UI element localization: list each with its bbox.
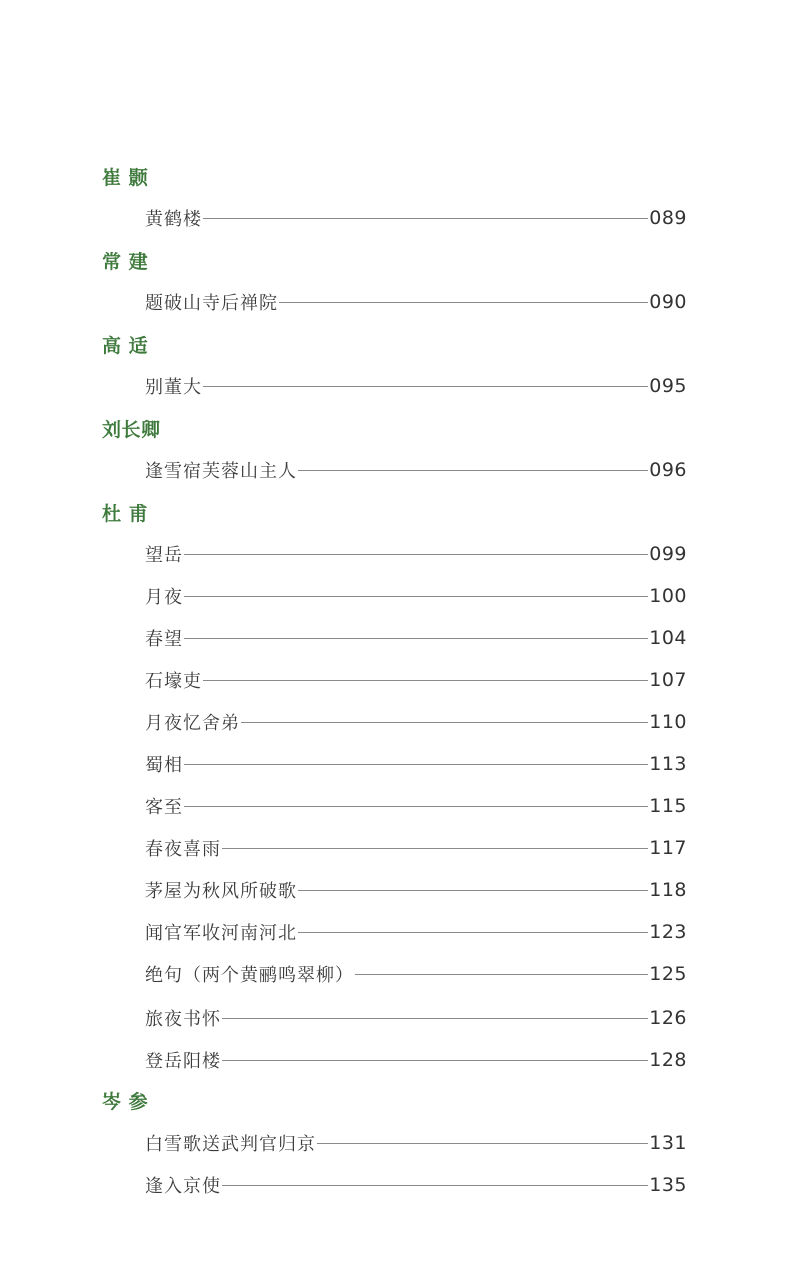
toc-entry[interactable] <box>145 205 687 231</box>
entry-title: 绝句（两个黄鹂鸣翠柳） <box>145 965 354 986</box>
dot-leader <box>184 806 648 807</box>
entry-title: 题破山寺后禅院 <box>145 293 278 314</box>
dot-leader <box>222 848 648 849</box>
entry-title: 蜀相 <box>145 755 183 776</box>
entry-title: 月夜忆舍弟 <box>145 713 240 734</box>
toc-entry[interactable] <box>145 541 687 567</box>
entry-title: 春夜喜雨 <box>145 839 221 860</box>
page-number: 128 <box>649 1049 687 1071</box>
page-number: 090 <box>649 291 687 313</box>
toc-entry[interactable] <box>145 793 687 819</box>
entry-title: 登岳阳楼 <box>145 1051 221 1072</box>
toc-entry[interactable] <box>145 373 687 399</box>
page-number: 100 <box>649 585 687 607</box>
author-heading: 刘长卿 <box>102 419 161 441</box>
author-heading: 杜 甫 <box>102 503 149 525</box>
dot-leader <box>317 1143 648 1144</box>
toc-entry[interactable] <box>145 625 687 651</box>
page-number: 126 <box>649 1007 687 1029</box>
dot-leader <box>355 974 648 975</box>
dot-leader <box>203 218 648 219</box>
dot-leader <box>222 1018 648 1019</box>
dot-leader <box>298 932 648 933</box>
page-number: 131 <box>649 1132 687 1154</box>
dot-leader <box>222 1060 648 1061</box>
dot-leader <box>241 722 648 723</box>
page-number: 115 <box>649 795 687 817</box>
dot-leader <box>203 386 648 387</box>
page-number: 123 <box>649 921 687 943</box>
page-number: 125 <box>649 963 687 985</box>
toc-entry[interactable] <box>145 919 687 945</box>
entry-title: 旅夜书怀 <box>145 1009 221 1030</box>
page-number: 089 <box>649 207 687 229</box>
entry-title: 闻官军收河南河北 <box>145 923 297 944</box>
toc-entry[interactable] <box>145 667 687 693</box>
page-number: 104 <box>649 627 687 649</box>
toc-entry[interactable] <box>145 1005 687 1031</box>
entry-title: 望岳 <box>145 545 183 566</box>
entry-title: 春望 <box>145 629 183 650</box>
page-number: 117 <box>649 837 687 859</box>
toc-entry[interactable] <box>145 961 687 987</box>
entry-title: 石壕吏 <box>145 671 202 692</box>
toc-entry[interactable] <box>145 835 687 861</box>
page-number: 118 <box>649 879 687 901</box>
author-heading: 崔 颢 <box>102 167 149 189</box>
author-heading: 常 建 <box>102 251 149 273</box>
dot-leader <box>184 764 648 765</box>
page-number: 096 <box>649 459 687 481</box>
toc-entry[interactable] <box>145 709 687 735</box>
dot-leader <box>298 470 648 471</box>
dot-leader <box>184 638 648 639</box>
toc-entry[interactable] <box>145 751 687 777</box>
dot-leader <box>222 1185 648 1186</box>
toc-entry[interactable] <box>145 289 687 315</box>
toc-entry[interactable] <box>145 457 687 483</box>
toc-entry[interactable] <box>145 583 687 609</box>
toc-entry[interactable] <box>145 1047 687 1073</box>
entry-title: 逢入京使 <box>145 1176 221 1197</box>
toc-entry[interactable] <box>145 1130 687 1156</box>
toc-entry[interactable] <box>145 1172 687 1198</box>
page-number: 135 <box>649 1174 687 1196</box>
page-number: 110 <box>649 711 687 733</box>
page-number: 113 <box>649 753 687 775</box>
entry-title: 逢雪宿芙蓉山主人 <box>145 461 297 482</box>
entry-title: 客至 <box>145 797 183 818</box>
dot-leader <box>298 890 648 891</box>
entry-title: 白雪歌送武判官归京 <box>145 1134 316 1155</box>
author-heading: 岑 参 <box>102 1091 149 1113</box>
page-number: 099 <box>649 543 687 565</box>
dot-leader <box>184 596 648 597</box>
page-number: 107 <box>649 669 687 691</box>
toc-entry[interactable] <box>145 877 687 903</box>
author-heading: 高 适 <box>102 335 149 357</box>
dot-leader <box>203 680 648 681</box>
entry-title: 黄鹤楼 <box>145 209 202 230</box>
entry-title: 别董大 <box>145 377 202 398</box>
dot-leader <box>279 302 648 303</box>
entry-title: 茅屋为秋风所破歌 <box>145 881 297 902</box>
page-number: 095 <box>649 375 687 397</box>
entry-title: 月夜 <box>145 587 183 608</box>
dot-leader <box>184 554 648 555</box>
